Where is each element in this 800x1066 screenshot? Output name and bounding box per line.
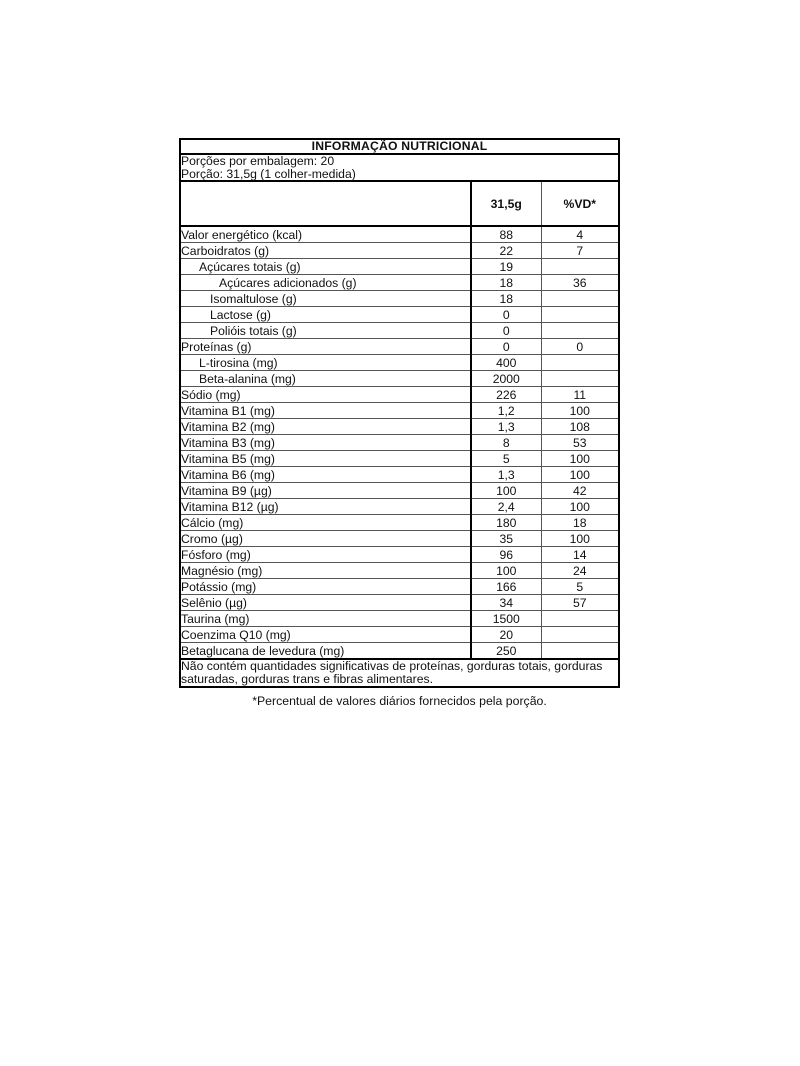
column-header-name <box>180 181 471 226</box>
nutrient-daily-value: 108 <box>541 419 619 435</box>
nutrient-daily-value: 42 <box>541 483 619 499</box>
nutrition-facts-table <box>179 138 620 688</box>
nutrient-row <box>180 595 619 611</box>
nutrient-row <box>180 499 619 515</box>
serving-size: Porção: 31,5g (1 colher-medida) <box>181 166 356 181</box>
nutrient-row <box>180 483 619 499</box>
nutrient-amount: 1,3 <box>471 467 541 483</box>
nutrient-row <box>180 467 619 483</box>
nutrient-name: Vitamina B9 (µg) <box>180 483 471 499</box>
nutrient-amount: 1,2 <box>471 403 541 419</box>
nutrient-row <box>180 563 619 579</box>
nutrient-amount: 250 <box>471 643 541 660</box>
nutrient-daily-value: 100 <box>541 467 619 483</box>
nutrient-daily-value: 18 <box>541 515 619 531</box>
nutrient-daily-value <box>541 643 619 660</box>
nutrient-name: Valor energético (kcal) <box>180 226 471 243</box>
nutrient-daily-value: 4 <box>541 226 619 243</box>
nutrient-amount: 0 <box>471 323 541 339</box>
nutrient-amount: 35 <box>471 531 541 547</box>
nutrient-row <box>180 243 619 259</box>
nutrient-name: Sódio (mg) <box>180 387 471 403</box>
nutrient-amount: 34 <box>471 595 541 611</box>
nutrient-amount: 180 <box>471 515 541 531</box>
disclaimer-row <box>180 659 619 687</box>
nutrient-amount: 96 <box>471 547 541 563</box>
nutrient-daily-value <box>541 355 619 371</box>
nutrient-daily-value <box>541 259 619 275</box>
nutrient-name: Cálcio (mg) <box>180 515 471 531</box>
nutrient-row <box>180 355 619 371</box>
nutrient-amount: 8 <box>471 435 541 451</box>
nutrient-name: Vitamina B5 (mg) <box>180 451 471 467</box>
servings-info <box>180 154 619 182</box>
nutrient-name: Fósforo (mg) <box>180 547 471 563</box>
nutrient-amount: 20 <box>471 627 541 643</box>
nutrient-daily-value: 14 <box>541 547 619 563</box>
nutrient-amount: 2,4 <box>471 499 541 515</box>
nutrient-daily-value: 24 <box>541 563 619 579</box>
nutrient-row <box>180 419 619 435</box>
nutrient-row <box>180 643 619 660</box>
nutrient-name: L-tirosina (mg) <box>180 355 471 371</box>
nutrient-daily-value: 36 <box>541 275 619 291</box>
nutrient-amount: 400 <box>471 355 541 371</box>
nutrient-row <box>180 579 619 595</box>
nutrient-daily-value <box>541 307 619 323</box>
servings-per-package: Porções por embalagem: 20 <box>181 153 335 168</box>
nutrient-row <box>180 403 619 419</box>
nutrient-amount: 166 <box>471 579 541 595</box>
nutrient-amount: 2000 <box>471 371 541 387</box>
nutrient-amount: 22 <box>471 243 541 259</box>
daily-value-footnote: *Percentual de valores diários fornecidos pela porção. <box>252 694 547 709</box>
nutrient-row <box>180 515 619 531</box>
nutrient-row <box>180 371 619 387</box>
nutrient-amount: 1,3 <box>471 419 541 435</box>
nutrient-amount: 5 <box>471 451 541 467</box>
nutrient-daily-value <box>541 323 619 339</box>
nutrient-name: Vitamina B12 (µg) <box>180 499 471 515</box>
nutrient-daily-value: 100 <box>541 451 619 467</box>
servings-row <box>180 154 619 182</box>
nutrient-row <box>180 259 619 275</box>
nutrient-daily-value <box>541 371 619 387</box>
nutrient-name: Vitamina B6 (mg) <box>180 467 471 483</box>
nutrient-row <box>180 339 619 355</box>
nutrient-name: Betaglucana de levedura (mg) <box>180 643 471 660</box>
nutrient-amount: 100 <box>471 483 541 499</box>
nutrient-daily-value: 0 <box>541 339 619 355</box>
nutrient-row <box>180 307 619 323</box>
nutrient-name: Açúcares totais (g) <box>180 259 471 275</box>
nutrient-row <box>180 531 619 547</box>
nutrient-row <box>180 611 619 627</box>
nutrient-name: Vitamina B3 (mg) <box>180 435 471 451</box>
nutrient-daily-value: 11 <box>541 387 619 403</box>
nutrient-daily-value: 5 <box>541 579 619 595</box>
nutrient-daily-value: 100 <box>541 499 619 515</box>
nutrient-daily-value: 7 <box>541 243 619 259</box>
nutrient-daily-value: 53 <box>541 435 619 451</box>
nutrient-amount: 226 <box>471 387 541 403</box>
nutrient-name: Magnésio (mg) <box>180 563 471 579</box>
column-header-row <box>180 181 619 226</box>
nutrient-row <box>180 226 619 243</box>
nutrient-name: Beta-alanina (mg) <box>180 371 471 387</box>
nutrient-amount: 19 <box>471 259 541 275</box>
nutrient-name: Proteínas (g) <box>180 339 471 355</box>
nutrient-rows <box>180 226 619 659</box>
nutrient-amount: 18 <box>471 275 541 291</box>
nutrient-name: Coenzima Q10 (mg) <box>180 627 471 643</box>
nutrient-name: Taurina (mg) <box>180 611 471 627</box>
nutrient-amount: 18 <box>471 291 541 307</box>
nutrient-name: Isomaltulose (g) <box>180 291 471 307</box>
nutrient-row <box>180 387 619 403</box>
nutrient-name: Selênio (µg) <box>180 595 471 611</box>
nutrient-daily-value: 57 <box>541 595 619 611</box>
nutrient-name: Potássio (mg) <box>180 579 471 595</box>
nutrient-row <box>180 435 619 451</box>
nutrient-name: Vitamina B1 (mg) <box>180 403 471 419</box>
nutrient-row <box>180 627 619 643</box>
nutrient-amount: 100 <box>471 563 541 579</box>
nutrient-row <box>180 291 619 307</box>
nutrient-amount: 1500 <box>471 611 541 627</box>
nutrient-row <box>180 451 619 467</box>
nutrient-row <box>180 323 619 339</box>
nutrient-name: Cromo (µg) <box>180 531 471 547</box>
column-header-amount: 31,5g <box>471 181 541 226</box>
nutrient-name: Lactose (g) <box>180 307 471 323</box>
title-row <box>180 139 619 154</box>
nutrient-daily-value: 100 <box>541 403 619 419</box>
column-header-daily-value: %VD* <box>541 181 619 226</box>
disclaimer-text: Não contém quantidades significativas de proteínas, gorduras totais, gorduras saturadas, gorduras trans e fibras alimentares. <box>180 659 619 687</box>
nutrient-row <box>180 275 619 291</box>
nutrient-amount: 0 <box>471 307 541 323</box>
nutrient-daily-value <box>541 611 619 627</box>
nutrient-row <box>180 547 619 563</box>
nutrient-name: Carboidratos (g) <box>180 243 471 259</box>
nutrient-name: Açúcares adicionados (g) <box>180 275 471 291</box>
nutrition-label <box>179 138 620 708</box>
nutrient-daily-value <box>541 291 619 307</box>
nutrient-name: Polióis totais (g) <box>180 323 471 339</box>
nutrient-daily-value: 100 <box>541 531 619 547</box>
nutrient-amount: 88 <box>471 226 541 243</box>
nutrient-amount: 0 <box>471 339 541 355</box>
nutrient-name: Vitamina B2 (mg) <box>180 419 471 435</box>
label-title: INFORMAÇÃO NUTRICIONAL <box>180 139 619 154</box>
nutrient-daily-value <box>541 627 619 643</box>
